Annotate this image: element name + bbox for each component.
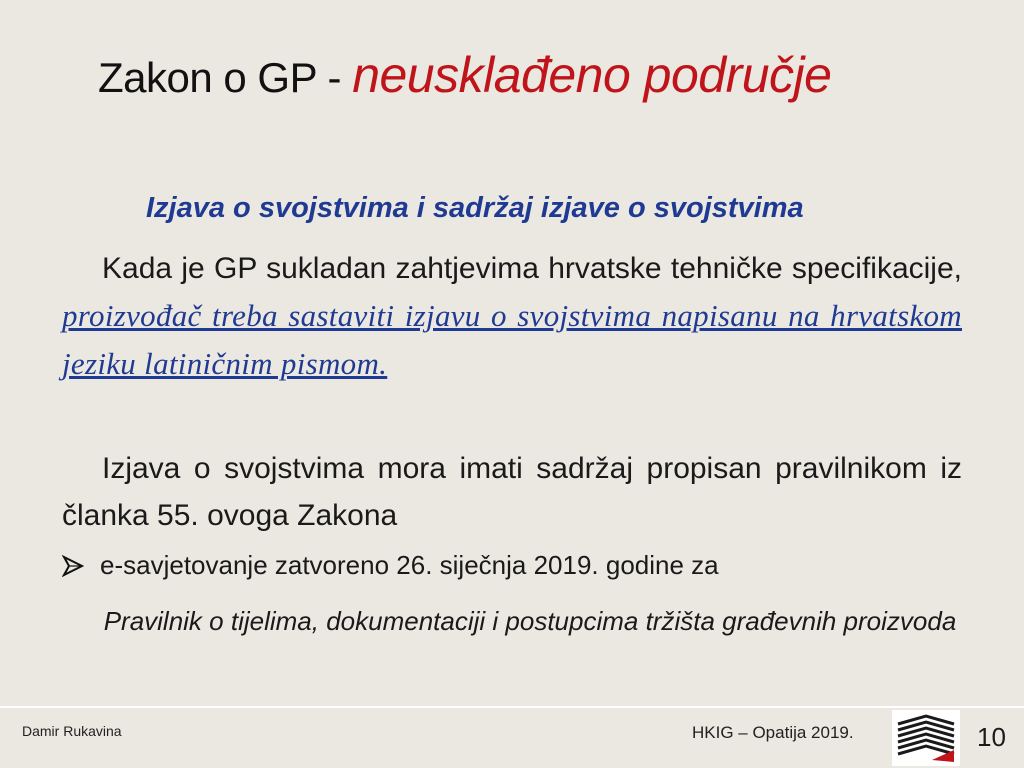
footer-divider — [0, 706, 1024, 708]
paragraph-2 — [62, 445, 962, 539]
hkig-logo — [892, 710, 960, 766]
paragraph-1-text: Kada je GP sukladan zahtjevima hrvatske tehničke specifikacije, — [102, 252, 962, 285]
subheading: Izjava o svojstvima i sadržaj izjave o svojstvima — [146, 192, 804, 224]
title-accent: neusklađeno područje — [352, 47, 832, 103]
footer-event: HKIG – Opatija 2019. — [692, 723, 854, 742]
paragraph-1-link[interactable]: proizvođač treba sastaviti izjavu o svojstvima napisanu na hrvatskom jeziku latiničnim pismom. — [62, 298, 962, 381]
bullet-item — [62, 550, 719, 581]
paragraph-1 — [62, 245, 962, 388]
bullet-text: e-savjetovanje zatvoreno 26. siječnja 2019. godine za — [100, 550, 719, 580]
slide-title — [98, 46, 831, 104]
regulation-title: Pravilnik o tijelima, dokumentaciji i postupcima tržišta građevnih proizvoda — [103, 606, 957, 636]
title-plain: Zakon o GP - — [98, 54, 353, 101]
paragraph-2-text: Izjava o svojstvima mora imati sadržaj propisan pravilnikom iz članka 55. ovoga Zakona — [62, 452, 962, 532]
page-number: 10 — [977, 722, 1006, 752]
arrow-bullet-icon — [62, 555, 84, 577]
footer-author: Damir Rukavina — [22, 723, 122, 739]
